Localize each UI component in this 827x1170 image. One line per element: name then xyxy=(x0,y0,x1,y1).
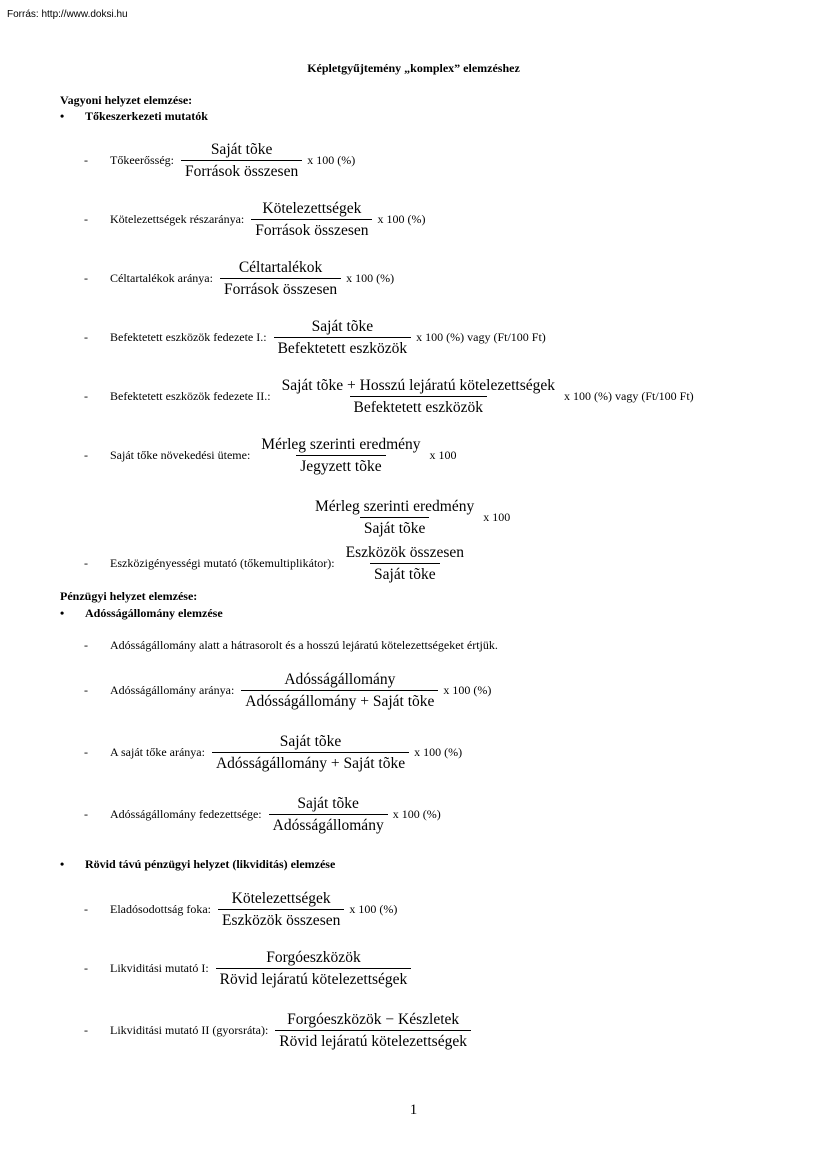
formula-suffix: x 100 (%) xyxy=(346,271,395,285)
fraction xyxy=(311,496,478,539)
denominator: Jegyzett tõke xyxy=(296,455,385,477)
numerator: Adósságállomány xyxy=(284,671,396,688)
bullet-dot: • xyxy=(60,857,65,871)
bullet-dot: • xyxy=(60,606,65,620)
denominator: Rövid lejáratú kötelezettségek xyxy=(275,1030,471,1052)
numerator: Forgóeszközök − Készletek xyxy=(287,1011,460,1028)
fraction xyxy=(251,198,372,241)
dash: - xyxy=(84,389,88,403)
dash: - xyxy=(84,153,88,167)
denominator: Saját tõke xyxy=(360,517,430,539)
formula-label: Likviditási mutató II (gyorsráta): xyxy=(110,1023,269,1037)
fraction xyxy=(274,316,412,359)
bullet-debt xyxy=(60,606,223,621)
dash: - xyxy=(84,745,88,759)
formula-suffix: x 100 (%) vagy (Ft/100 Ft) xyxy=(564,389,694,403)
formula-row-f3 xyxy=(84,257,394,300)
formula-label: Tőkeerősség: xyxy=(110,153,174,167)
denominator: Rövid lejáratú kötelezettségek xyxy=(216,968,412,990)
dash: - xyxy=(84,1023,88,1037)
fraction xyxy=(241,669,438,712)
denominator: Adósságállomány + Saját tõke xyxy=(241,690,438,712)
numerator: Saját tõke xyxy=(279,733,342,750)
formula-row-f9 xyxy=(84,731,462,774)
formula-label: Likviditási mutató I: xyxy=(110,961,209,975)
bullet-capital-structure xyxy=(60,109,208,124)
dash: - xyxy=(84,961,88,975)
source-line: Forrás: http://www.doksi.hu xyxy=(7,9,128,20)
numerator: Saját tõke + Hosszú lejáratú kötelezettségek xyxy=(281,377,556,394)
formula-row-f7 xyxy=(84,542,471,585)
formula-suffix: x 100 xyxy=(483,510,511,524)
denominator: Eszközök összesen xyxy=(218,909,344,931)
numerator: Eszközök összesen xyxy=(345,544,464,561)
formula-label: Befektetett eszközök fedezete II.: xyxy=(110,389,271,403)
fraction xyxy=(181,139,302,182)
dash: - xyxy=(84,271,88,285)
formula-row-f1 xyxy=(84,139,355,182)
formula-label: Kötelezettségek részaránya: xyxy=(110,212,245,226)
formula-label: Eladósodottság foka: xyxy=(110,902,211,916)
denominator: Befektetett eszközök xyxy=(274,337,412,359)
numerator: Mérleg szerinti eredmény xyxy=(261,436,421,453)
formula-row-f2 xyxy=(84,198,425,241)
fraction xyxy=(212,731,409,774)
bullet-liquidity xyxy=(60,857,335,872)
fraction xyxy=(220,257,341,300)
dash: - xyxy=(84,212,88,226)
fraction xyxy=(218,888,344,931)
fraction xyxy=(257,434,424,477)
formula-label: Adósságállomány fedezettsége: xyxy=(110,807,262,821)
note-text: Adósságállomány alatt a hátrasorolt és a hosszú lejáratú kötelezettségeket értjük. xyxy=(110,638,498,652)
numerator: Kötelezettségek xyxy=(262,200,362,217)
note-row xyxy=(84,638,502,653)
formula-row-f4 xyxy=(84,316,546,359)
numerator: Forgóeszközök xyxy=(266,949,361,966)
formula-row-f13 xyxy=(84,1009,474,1052)
formula-label: Befektetett eszközök fedezete I.: xyxy=(110,330,267,344)
denominator: Források összesen xyxy=(251,219,372,241)
numerator: Mérleg szerinti eredmény xyxy=(315,498,475,515)
formula-row-f8 xyxy=(84,669,491,712)
dash: - xyxy=(84,807,88,821)
denominator: Befektetett eszközök xyxy=(350,396,488,418)
denominator: Források összesen xyxy=(181,160,302,182)
bullet-dot: • xyxy=(60,109,65,123)
formula-label: Eszközigényességi mutató (tőkemultiplikátor): xyxy=(110,556,335,570)
formula-suffix: x 100 (%) xyxy=(349,902,398,916)
bullet-label: Rövid távú pénzügyi helyzet (likviditás) elemzése xyxy=(85,857,336,871)
formula-suffix: x 100 (%) xyxy=(443,683,492,697)
dash: - xyxy=(84,683,88,697)
numerator: Céltartalékok xyxy=(238,259,323,276)
page-number: 1 xyxy=(409,1102,418,1118)
fraction xyxy=(269,793,388,836)
dash: - xyxy=(84,556,88,570)
denominator: Adósságállomány + Saját tõke xyxy=(212,752,409,774)
formula-row-f5 xyxy=(84,375,694,418)
formula-row-f11 xyxy=(84,888,397,931)
dash: - xyxy=(84,638,88,652)
numerator: Saját tõke xyxy=(210,141,273,158)
numerator: Saját tõke xyxy=(297,795,359,812)
formula-suffix: x 100 xyxy=(429,448,457,462)
formula-row-f10 xyxy=(84,793,441,836)
fraction xyxy=(216,947,412,990)
formula-label: A saját tőke aránya: xyxy=(110,745,205,759)
fraction xyxy=(275,1009,471,1052)
section-heading-finance: Pénzügyi helyzet elemzése: xyxy=(60,589,198,603)
formula-row-f6b xyxy=(308,496,510,539)
dash: - xyxy=(84,330,88,344)
dash: - xyxy=(84,902,88,916)
denominator: Források összesen xyxy=(220,278,341,300)
bullet-label: Adósságállomány elemzése xyxy=(85,606,223,620)
formula-label: Saját tőke növekedési üteme: xyxy=(110,448,251,462)
formula-row-f6 xyxy=(84,434,457,477)
formula-suffix: x 100 (%) xyxy=(414,745,463,759)
numerator: Saját tõke xyxy=(311,318,374,335)
formula-label: Céltartalékok aránya: xyxy=(110,271,213,285)
denominator: Saját tõke xyxy=(370,563,440,585)
dash: - xyxy=(84,448,88,462)
fraction xyxy=(278,375,559,418)
formula-suffix: x 100 (%) xyxy=(392,807,441,821)
bullet-label: Tőkeszerkezeti mutatók xyxy=(85,109,208,123)
section-heading-assets: Vagyoni helyzet elemzése: xyxy=(60,93,193,107)
document-title: Képletgyűjtemény „komplex” elemzéshez xyxy=(307,61,520,75)
formula-suffix: x 100 (%) xyxy=(307,153,356,167)
denominator: Adósságállomány xyxy=(269,814,388,836)
formula-label: Adósságállomány aránya: xyxy=(110,683,235,697)
fraction xyxy=(342,542,468,585)
formula-suffix: x 100 (%) vagy (Ft/100 Ft) xyxy=(416,330,546,344)
formula-row-f12 xyxy=(84,947,414,990)
formula-suffix: x 100 (%) xyxy=(377,212,426,226)
numerator: Kötelezettségek xyxy=(231,890,331,907)
